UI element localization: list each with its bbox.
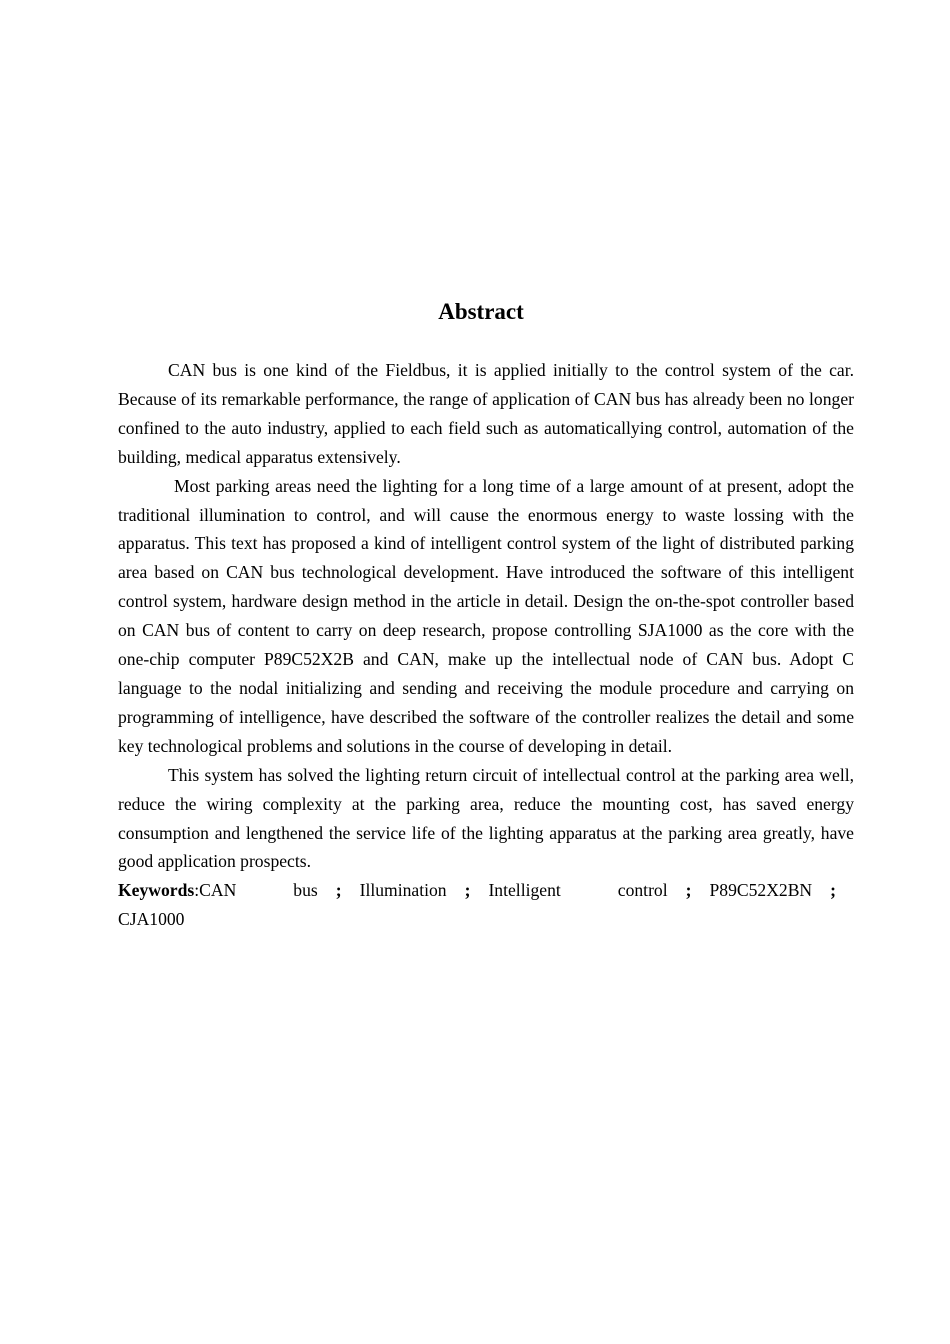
keyword-separator: ; <box>685 880 692 901</box>
abstract-body <box>118 356 854 934</box>
abstract-paragraph-1: CAN bus is one kind of the Fieldbus, it is applied initially to the control system of the car. Because of its remarkable performance, the range of application of CAN bus has already been no longer confined to the auto industry, applied to each field such as automaticallying control, automation of the building, medical apparatus extensively. <box>118 360 854 467</box>
abstract-paragraph-3: This system has solved the lighting return circuit of intellectual control at the parking area well, reduce the wiring complexity at the parking area, reduce the mounting cost, has saved energy consumption and lengthened the service life of the lighting apparatus at the parking area greatly, have good application prospects. <box>118 764 854 872</box>
abstract-title: Abstract <box>438 299 524 324</box>
abstract-paragraph-2: Most parking areas need the lighting for a long time of a large amount of at present, adopt the traditional illumination to control, and will cause the enormous energy to waste lossing with the apparatus. This text has proposed a kind of intelligent control system of the light of distributed parking area based on CAN bus technological development. Have introduced the software of this intelligent control system, hardware design method in the article in detail. Design the on-the-spot controller based on CAN bus of content to carry on deep research, propose controlling SJA1000 as the core with the one-chip computer P89C52X2B and CAN, make up the intellectual node of CAN bus. Adopt C language to the nodal initializing and sending and receiving the module procedure and carrying on programming of intelligence, have described the software of the controller realizes the detail and some key technological problems and solutions in the course of developing in detail. <box>118 475 854 756</box>
keywords-line <box>118 876 854 905</box>
keyword-separator: ; <box>464 880 471 901</box>
keyword-5: CJA1000 <box>118 909 185 930</box>
keywords-line-2 <box>118 905 854 934</box>
keywords-colon: : <box>194 880 200 901</box>
keyword-separator: ; <box>830 880 836 901</box>
keyword-separator: ; <box>335 880 342 901</box>
keyword-4: P89C52X2BN <box>709 880 813 901</box>
keyword-1: CAN bus <box>199 880 318 901</box>
keywords-label: Keywords <box>118 880 195 901</box>
keyword-2: Illumination <box>359 880 447 901</box>
keyword-3: Intelligent control <box>488 880 668 901</box>
